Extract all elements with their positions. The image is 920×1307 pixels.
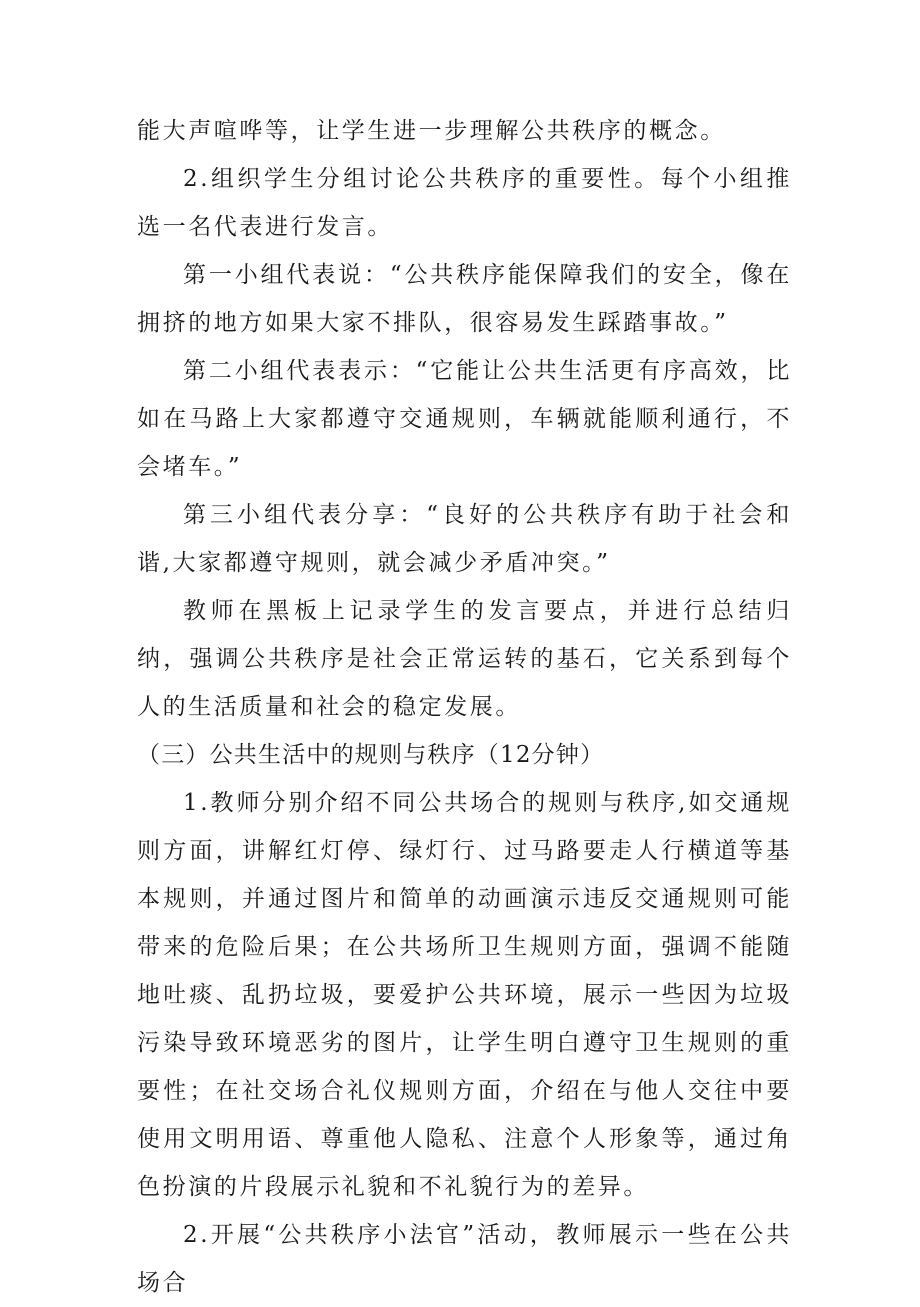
paragraph-6: 教师在黑板上记录学生的发言要点，并进行总结归纳，强调公共秩序是社会正常运转的基石，它关系到每个人的生活质量和社会的稳定发展。 [137,598,792,720]
paragraph-7: 1.教师分别介绍不同公共场合的规则与秩序,如交通规则方面，讲解红灯停、绿灯行、过马路要走人行横道等基本规则，并通过图片和简单的动画演示违反交通规则可能带来的危险后果；在公共场所卫生规则方面，强调不能随地吐痰、乱扔垃圾，要爱护公共环境，展示一些因为垃圾污染导致环境恶劣的图片，让学生明白遵守卫生规则的重要性；在社交场合礼仪规则方面，介绍在与他人交往中要使用文明用语、尊重他人隐私、注意个人形象等，通过角色扮演的片段展示礼貌和不礼貌行为的差异。 [137,790,792,1200]
paragraph-3: 第一小组代表说：“公共秩序能保障我们的安全，像在拥挤的地方如果大家不排队，很容易发生踩踏事故。” [137,262,792,336]
paragraph-5: 第三小组代表分享：“良好的公共秩序有助于社会和谐,大家都遵守规则，就会减少矛盾冲突。” [137,502,792,576]
paragraph-1: 能大声喧哗等，让学生进一步理解公共秩序的概念。 [137,118,726,144]
paragraph-2: 2.组织学生分组讨论公共秩序的重要性。每个小组推选一名代表进行发言。 [137,166,792,240]
paragraph-4: 第二小组代表表示：“它能让公共生活更有序高效，比如在马路上大家都遵守交通规则，车辆就能顺利通行，不会堵车。” [137,358,792,480]
section-heading: （三）公共生活中的规则与秩序（12分钟） [137,742,605,768]
paragraph-8: 2.开展“公共秩序小法官”活动，教师展示一些在公共场合 [137,1222,792,1296]
document-body [137,107,792,1307]
